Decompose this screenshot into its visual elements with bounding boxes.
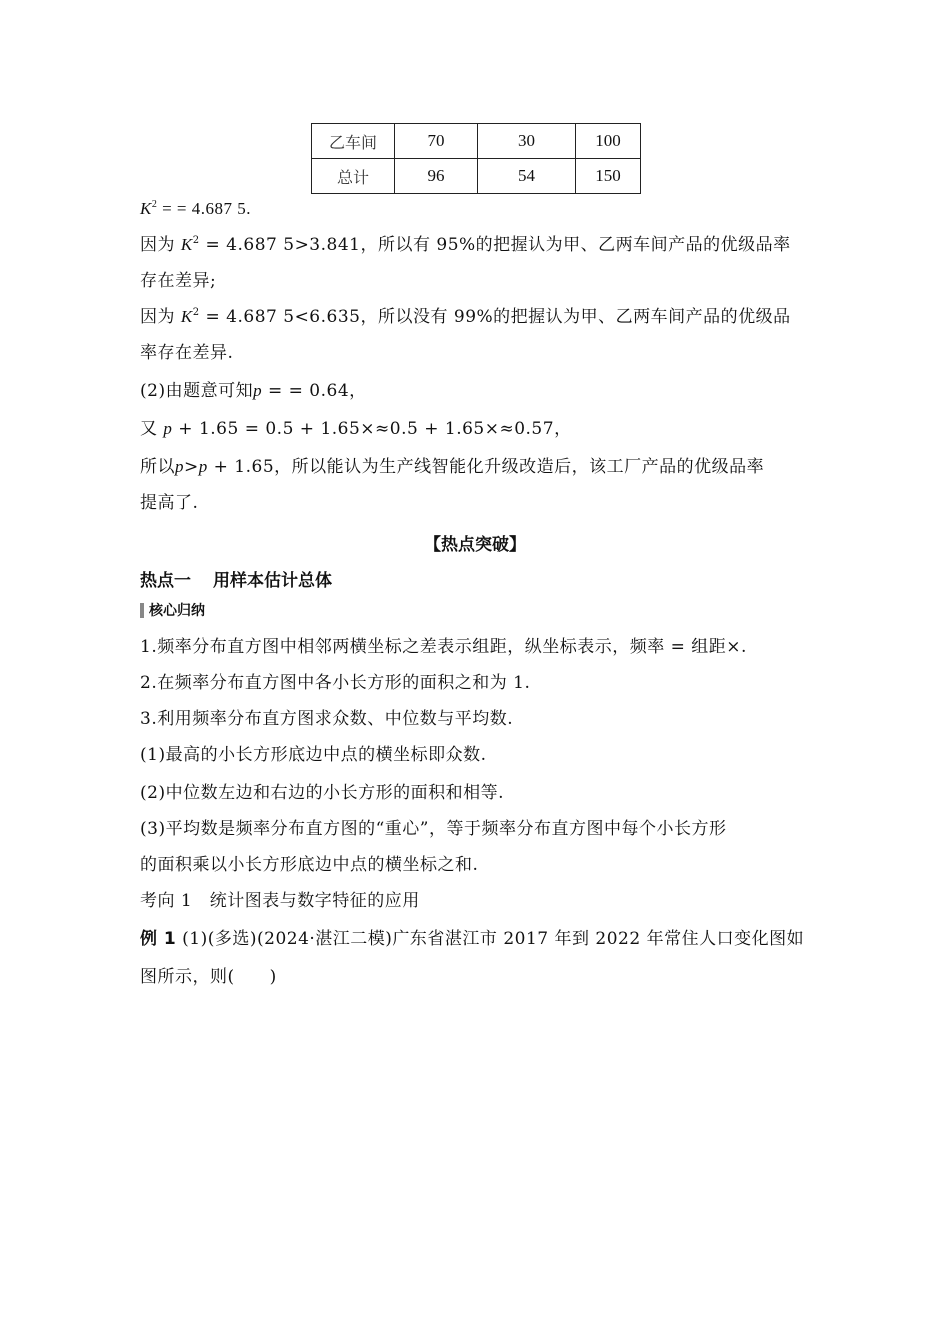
point-3-3-cont: 的面积乘以小长方形底边中点的横坐标之和.	[140, 855, 479, 875]
conclusion-95-line-cont: 存在差异;	[140, 271, 217, 291]
point-1: 1.频率分布直方图中相邻两横坐标之差表示组距，纵坐标表示，频率 = 组距×.	[140, 637, 747, 657]
k-symbol: K	[140, 199, 152, 218]
p-symbol: p	[198, 457, 208, 476]
text-segment: 所以	[140, 457, 175, 477]
text-segment: >	[184, 457, 199, 477]
part2-line	[140, 380, 820, 402]
k-superscript: 2	[192, 235, 200, 246]
part2-conclusion-line-cont: 提高了.	[140, 493, 199, 513]
text-segment: = = 0.64，	[262, 381, 367, 401]
text-segment: (2)由题意可知	[140, 381, 254, 401]
p-symbol: p	[253, 381, 263, 400]
text-segment: + 1.65，所以能认为生产线智能化升级改造后，该工厂产品的优级品率	[207, 457, 765, 477]
hot-point-label: 热点一	[140, 571, 191, 591]
table-cell: 150	[576, 159, 641, 194]
hot-point-topic: 用样本估计总体	[213, 571, 332, 591]
text-segment: 又	[140, 419, 164, 439]
conclusion-99-line	[140, 306, 820, 328]
point-3-3: (3)平均数是频率分布直方图的“重心”，等于频率分布直方图中每个小长方形	[140, 819, 727, 839]
k-symbol: K	[180, 307, 193, 326]
example-label: 例 1	[140, 929, 177, 949]
p-symbol: p	[175, 457, 184, 476]
direction-heading: 考向 1 统计图表与数字特征的应用	[140, 891, 420, 911]
k2-formula-line	[140, 198, 820, 220]
contingency-table-wrapper	[311, 123, 641, 194]
section-bar-icon	[140, 603, 144, 618]
conclusion-95-line	[140, 234, 820, 256]
table-cell: 乙车间	[312, 124, 395, 159]
table-row	[312, 159, 641, 194]
k-symbol: K	[180, 235, 193, 254]
part2-calc-line	[140, 418, 820, 440]
text-segment: + 1.65 = 0.5 + 1.65×≈0.5 + 1.65×≈0.57，	[172, 419, 572, 439]
point-2: 2.在频率分布直方图中各小长方形的面积之和为 1.	[140, 673, 531, 693]
table-cell: 70	[395, 124, 478, 159]
table-row	[312, 124, 641, 159]
text-segment: = 4.687 5<6.635，所以没有 99%的把握认为甲、乙两车间产品的优级品	[199, 307, 791, 327]
table-cell: 100	[576, 124, 641, 159]
k2-value: = = 4.687 5.	[157, 199, 252, 218]
table-cell: 54	[478, 159, 576, 194]
contingency-table	[311, 123, 641, 194]
core-summary-label	[140, 600, 205, 620]
example-1-line-cont: 图所示，则( )	[140, 967, 277, 987]
conclusion-99-line-cont: 率存在差异.	[140, 343, 234, 363]
table-cell: 30	[478, 124, 576, 159]
example-text: (1)(多选)(2024·湛江二模)广东省湛江市 2017 年到 2022 年常住人口变化图如	[176, 929, 805, 949]
text-segment: = 4.687 5>3.841，所以有 95%的把握认为甲、乙两车间产品的优级品率	[199, 235, 791, 255]
point-3: 3.利用频率分布直方图求众数、中位数与平均数.	[140, 709, 514, 729]
example-1-line	[140, 928, 820, 950]
point-3-1: (1)最高的小长方形底边中点的横坐标即众数.	[140, 745, 487, 765]
text-segment: 因为	[140, 235, 181, 255]
point-3-2: (2)中位数左边和右边的小长方形的面积和相等.	[140, 783, 504, 803]
section-title: 【热点突破】	[424, 535, 526, 555]
part2-conclusion-line	[140, 456, 820, 478]
table-cell: 总计	[312, 159, 395, 194]
k-superscript: 2	[151, 199, 158, 210]
table-cell: 96	[395, 159, 478, 194]
hot-point-heading	[140, 566, 332, 591]
text-segment: 因为	[140, 307, 181, 327]
k-superscript: 2	[192, 307, 200, 318]
core-summary-text: 核心归纳	[149, 603, 205, 619]
p-symbol: p	[163, 419, 173, 438]
